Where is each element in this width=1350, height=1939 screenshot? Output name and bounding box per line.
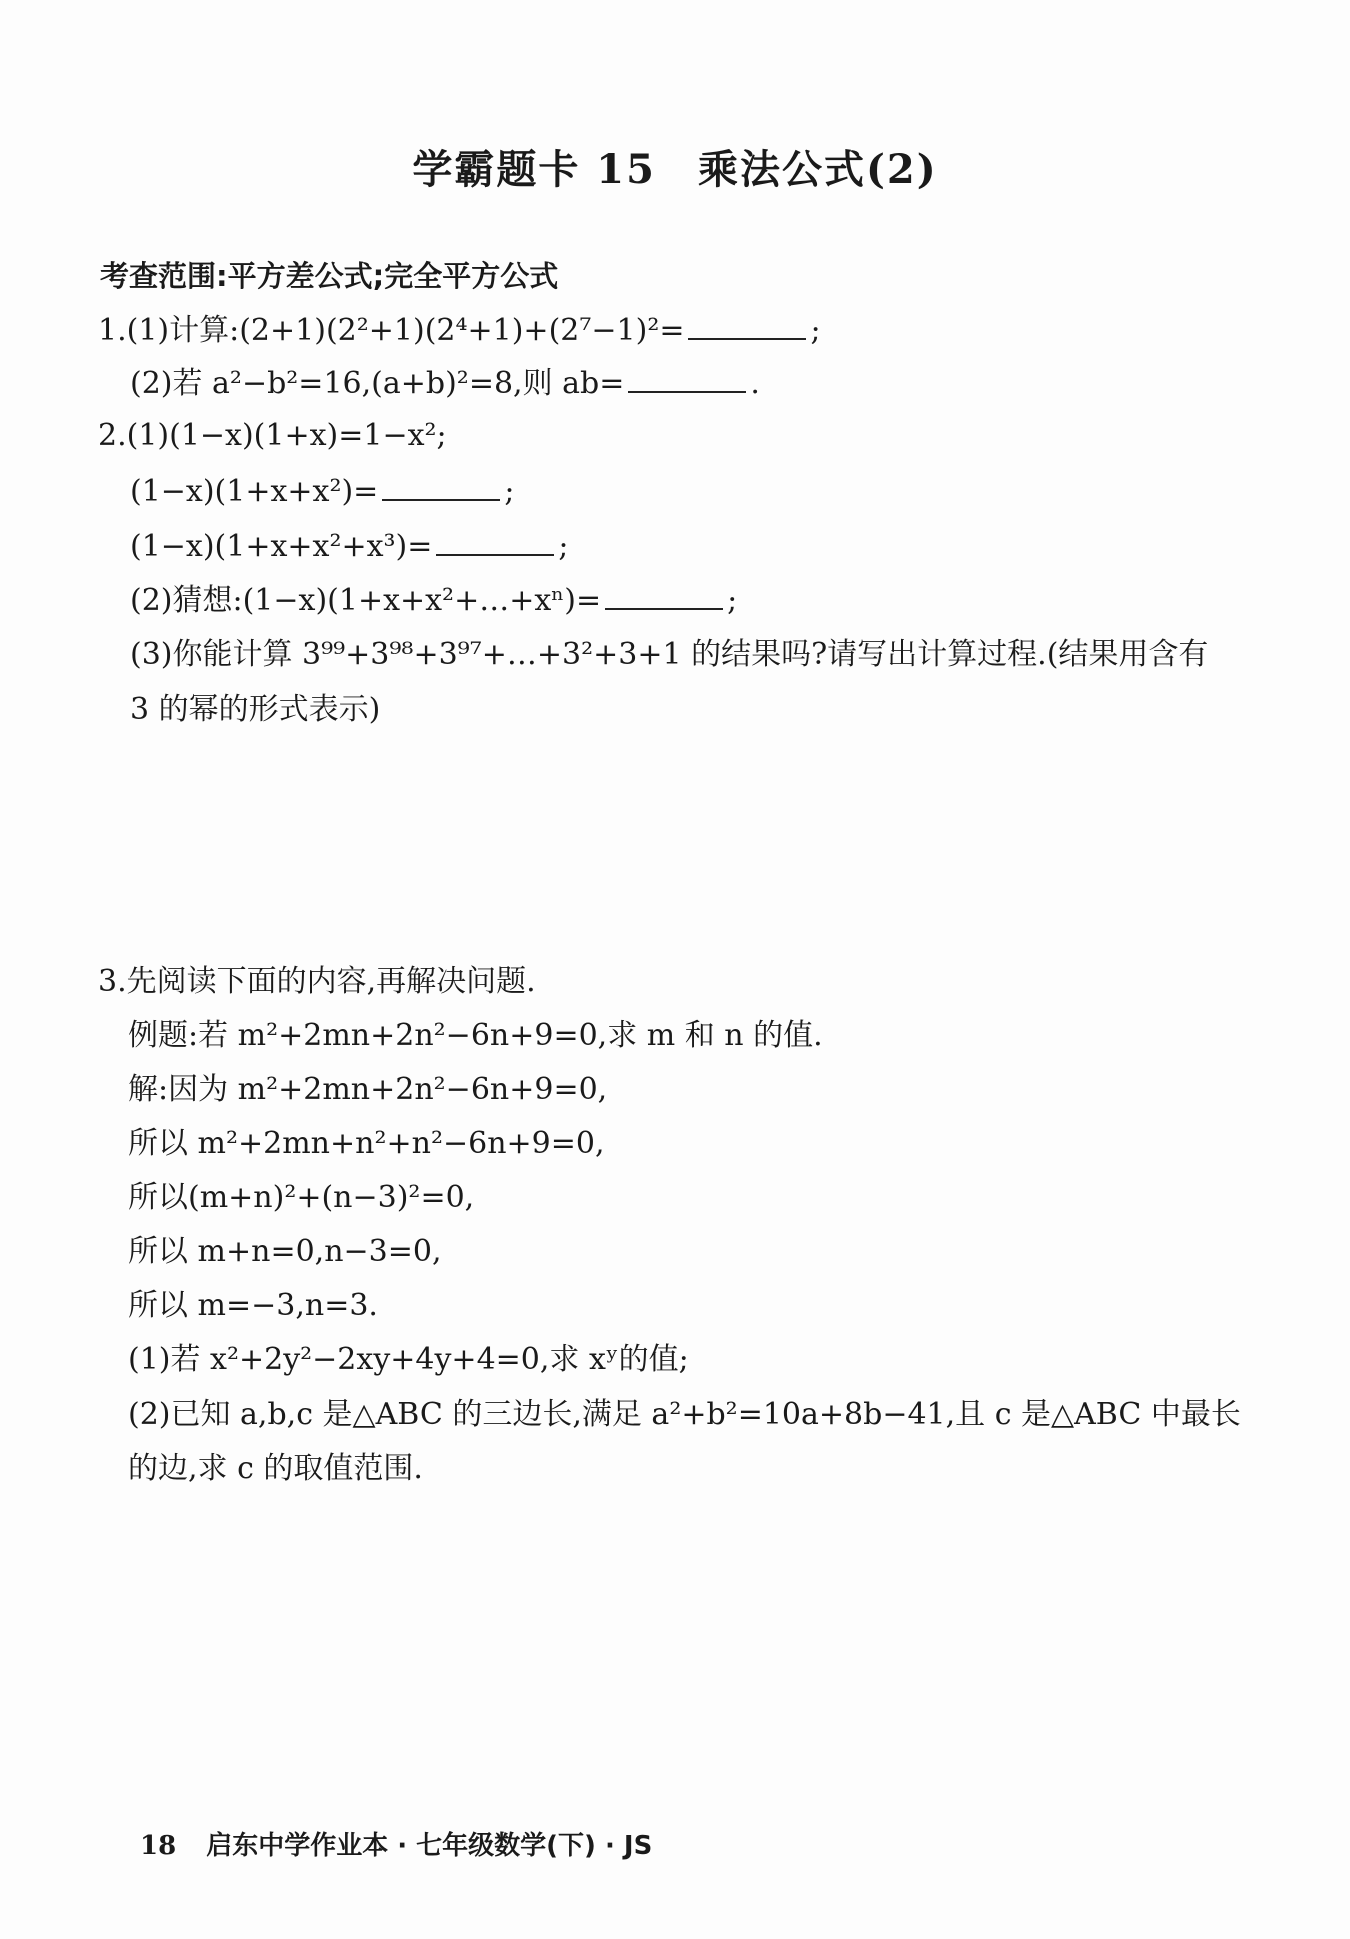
q3-line5: 所以(m+n)²+(n−3)²=0,	[128, 1180, 475, 1215]
q2-line3	[130, 528, 569, 565]
q2-line3-text: (1−x)(1+x+x²+x³)=	[130, 529, 433, 564]
q2-line6: 3 的幂的形式表示)	[130, 692, 381, 727]
q3-line7: 所以 m=−3,n=3.	[128, 1288, 378, 1323]
q3-line9: (2)已知 a,b,c 是△ABC 的三边长,满足 a²+b²=10a+8b−41,且 c 是△ABC 中最长	[128, 1397, 1241, 1432]
page-footer	[140, 1825, 652, 1862]
answer-blank	[436, 528, 554, 556]
q3-line2: 例题:若 m²+2mn+2n²−6n+9=0,求 m 和 n 的值.	[128, 1018, 823, 1053]
answer-blank	[605, 582, 723, 610]
q1-part2	[130, 365, 760, 402]
q2-line2-text: (1−x)(1+x+x²)=	[130, 474, 379, 509]
page-number: 18	[140, 1831, 177, 1861]
book-title: 启东中学作业本 · 七年级数学(下) · JS	[206, 1831, 653, 1861]
q2-line5: (3)你能计算 3⁹⁹+3⁹⁸+3⁹⁷+…+3²+3+1 的结果吗?请写出计算过程.(结果用含有	[130, 637, 1209, 672]
q3-line3: 解:因为 m²+2mn+2n²−6n+9=0,	[128, 1072, 608, 1107]
q2-line1: 2.(1)(1−x)(1+x)=1−x²;	[98, 418, 447, 453]
q1-part1-text: 1.(1)计算:(2+1)(2²+1)(2⁴+1)+(2⁷−1)²=	[98, 313, 685, 348]
page-title: 学霸题卡 15 乘法公式(2)	[412, 146, 938, 193]
q1-part2-end: .	[750, 366, 760, 401]
q3-line8: (1)若 x²+2y²−2xy+4y+4=0,求 xʸ的值;	[128, 1342, 689, 1377]
answer-blank	[628, 365, 746, 393]
q3-line1: 3.先阅读下面的内容,再解决问题.	[98, 964, 536, 999]
q2-line4	[130, 582, 737, 619]
q1-part1-end: ;	[810, 313, 821, 348]
answer-blank	[688, 312, 806, 340]
exam-scope: 考查范围:平方差公式;完全平方公式	[100, 259, 559, 293]
q1-part2-text: (2)若 a²−b²=16,(a+b)²=8,则 ab=	[130, 366, 625, 401]
q2-line4-text: (2)猜想:(1−x)(1+x+x²+…+xⁿ)=	[130, 583, 602, 618]
q2-line3-end: ;	[558, 529, 569, 564]
q3-line6: 所以 m+n=0,n−3=0,	[128, 1234, 442, 1269]
q1-part1	[98, 312, 821, 349]
q2-line2	[130, 473, 514, 510]
answer-blank	[382, 473, 500, 501]
q2-line2-end: ;	[504, 474, 515, 509]
q3-line10: 的边,求 c 的取值范围.	[128, 1451, 423, 1486]
q2-line4-end: ;	[727, 583, 738, 618]
q3-line4: 所以 m²+2mn+n²+n²−6n+9=0,	[128, 1126, 605, 1161]
